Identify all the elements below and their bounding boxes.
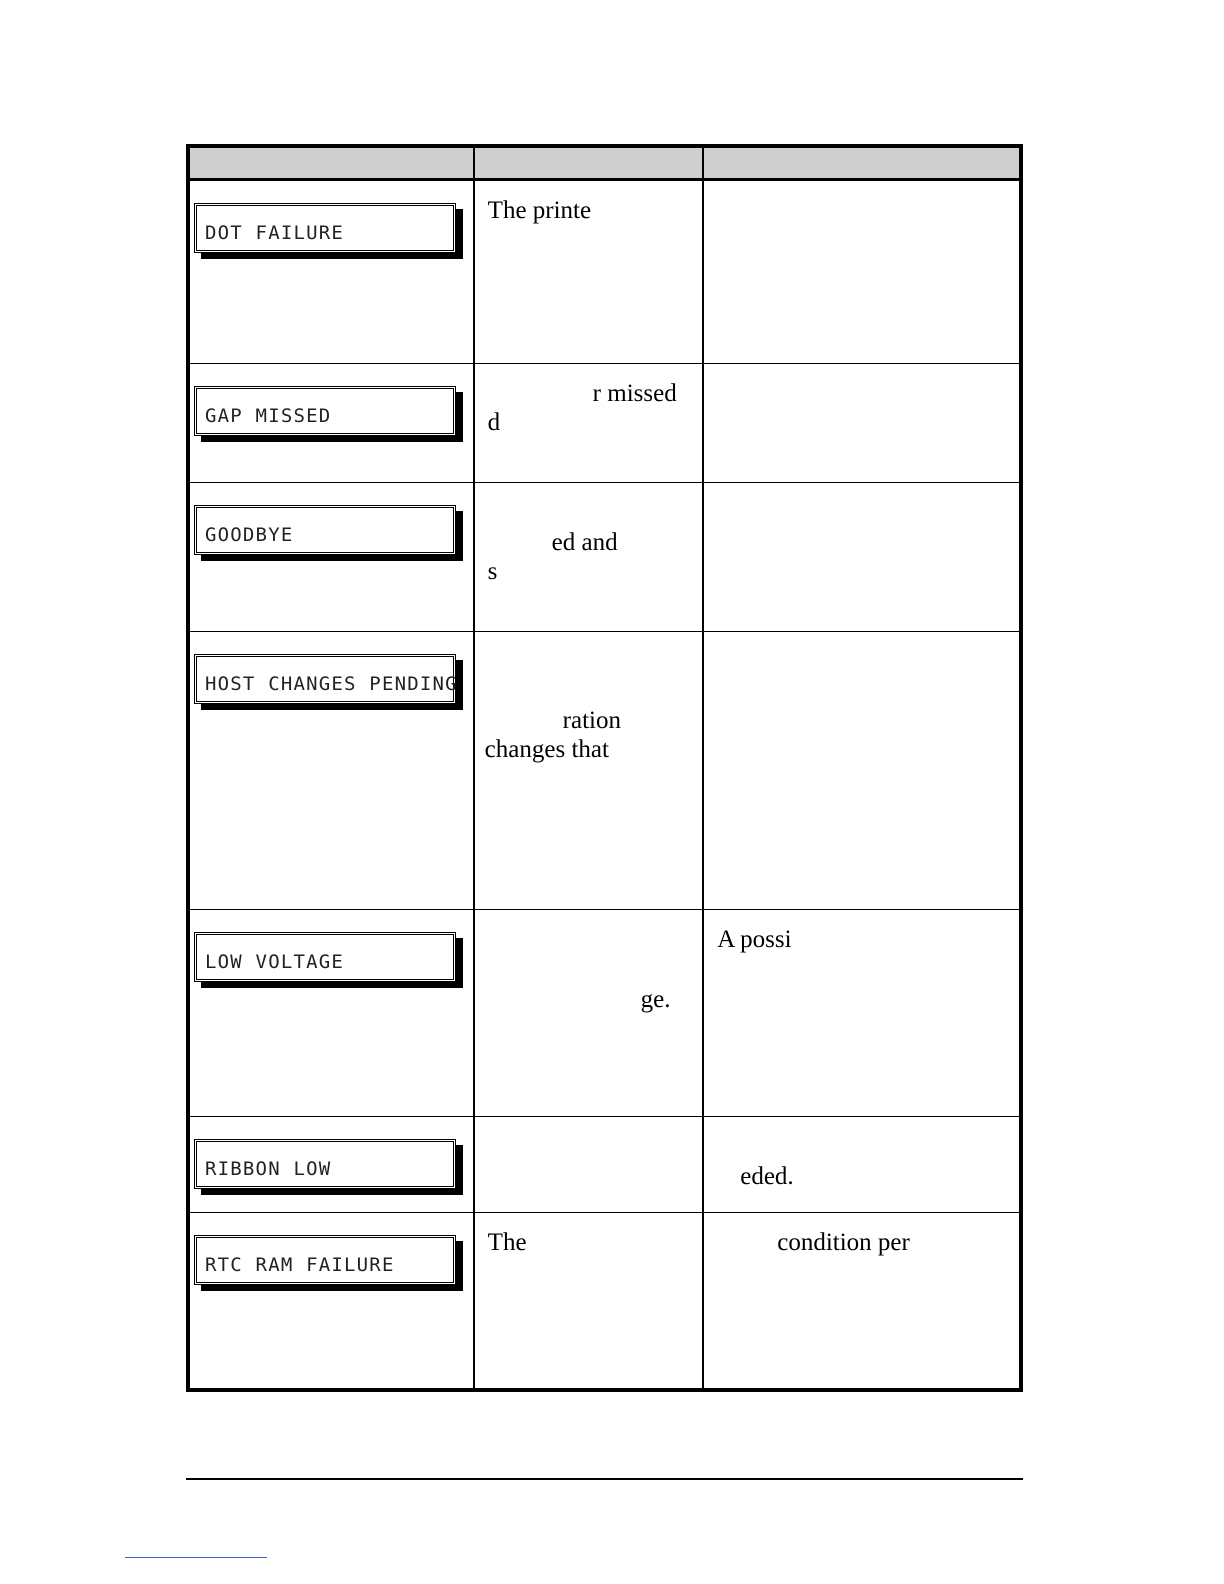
header-message [188, 146, 474, 180]
table-row [188, 364, 1021, 483]
lcd-message: HOST CHANGES PENDING [205, 673, 458, 695]
action-cell [703, 632, 1021, 910]
action-cell [703, 364, 1021, 483]
message-cell [188, 180, 474, 364]
lcd-display [194, 654, 456, 704]
header-description [474, 146, 704, 180]
action-text: eded. [740, 1163, 794, 1190]
lcd-display [194, 932, 456, 982]
action-cell [703, 1117, 1021, 1213]
lcd-message: GOODBYE [205, 524, 294, 546]
description-text: d [487, 409, 501, 436]
lcd-message: GAP MISSED [205, 405, 332, 427]
lcd-display [194, 1235, 456, 1285]
description-text: The [487, 1229, 527, 1256]
description-cell [474, 364, 704, 483]
message-cell [188, 1213, 474, 1390]
lcd-display [194, 386, 456, 436]
table-row [188, 632, 1021, 910]
description-text: changes that [484, 736, 609, 763]
header-action [703, 146, 1021, 180]
action-text: A possi [717, 926, 792, 953]
footer-divider [186, 1478, 1023, 1480]
description-cell [474, 180, 704, 364]
description-text: ration [562, 707, 621, 734]
action-cell [703, 483, 1021, 632]
table-row [188, 1213, 1021, 1390]
message-cell [188, 910, 474, 1117]
lcd-message: RTC RAM FAILURE [205, 1254, 395, 1276]
description-text: ed and [551, 529, 618, 556]
table-row [188, 1117, 1021, 1213]
lcd-message: RIBBON LOW [205, 1158, 332, 1180]
action-cell [703, 910, 1021, 1117]
message-cell [188, 632, 474, 910]
lcd-message: LOW VOLTAGE [205, 951, 345, 973]
description-text: ge. [640, 986, 671, 1013]
message-cell [188, 364, 474, 483]
description-text: r missed [592, 380, 677, 407]
description-cell [474, 483, 704, 632]
description-cell [474, 910, 704, 1117]
description-cell [474, 632, 704, 910]
description-text: s [487, 558, 498, 585]
lcd-message: DOT FAILURE [205, 222, 345, 244]
message-cell [188, 483, 474, 632]
description-cell [474, 1117, 704, 1213]
action-cell [703, 180, 1021, 364]
table-row [188, 180, 1021, 364]
table-header-row [188, 146, 1021, 180]
lcd-display [194, 1139, 456, 1189]
description-text: The printe [487, 197, 592, 224]
message-table [186, 144, 1023, 1392]
action-cell [703, 1213, 1021, 1390]
lcd-display [194, 203, 456, 253]
action-text: condition per [777, 1229, 910, 1256]
link-underline[interactable] [125, 1557, 267, 1558]
description-cell [474, 1213, 704, 1390]
table-row [188, 910, 1021, 1117]
message-cell [188, 1117, 474, 1213]
table-row [188, 483, 1021, 632]
lcd-display [194, 505, 456, 555]
